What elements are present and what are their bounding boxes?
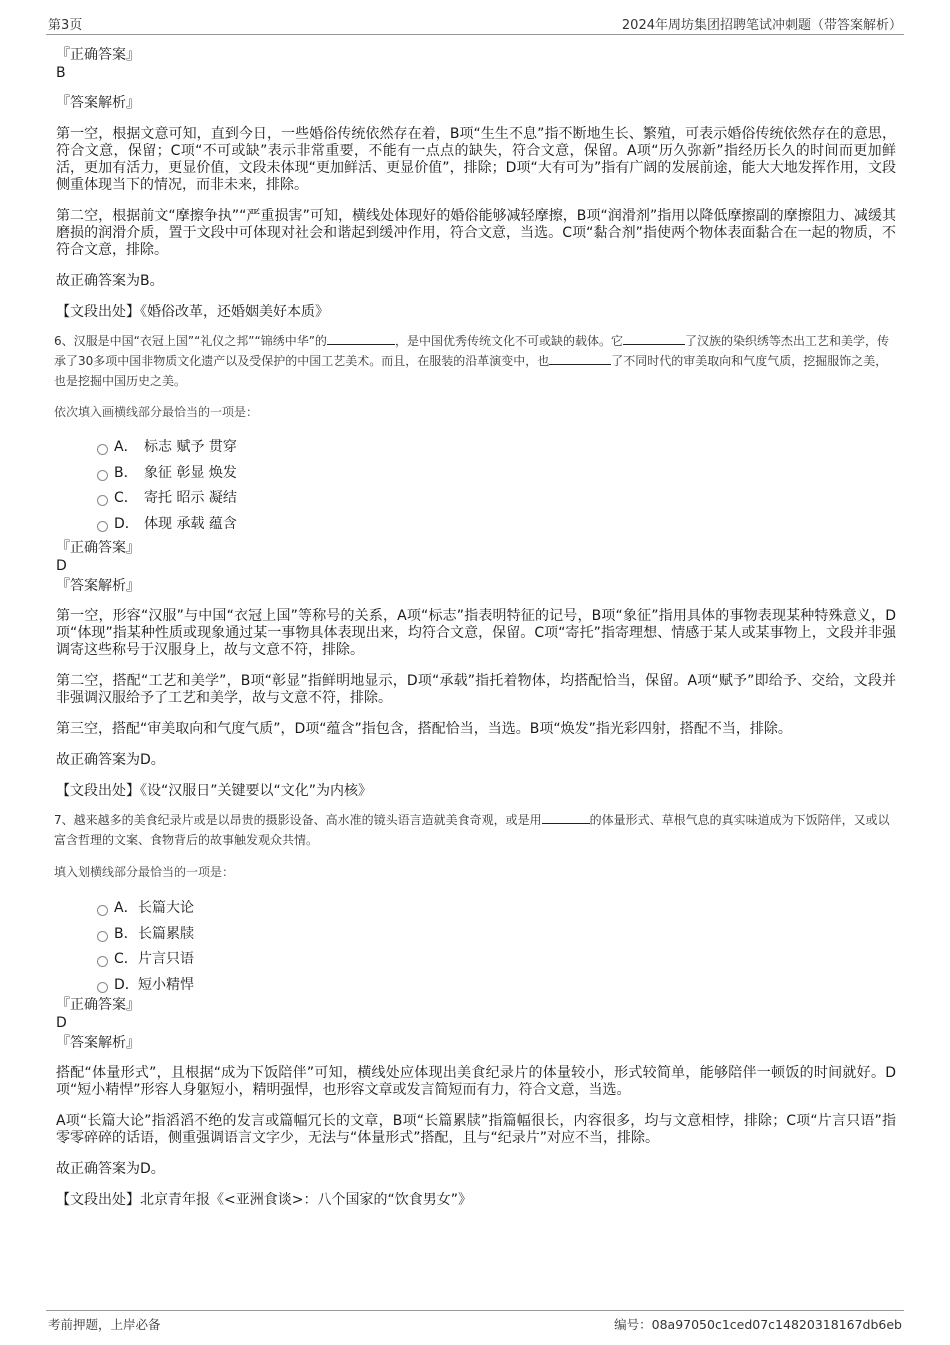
source-citation: 【文段出处】《婚俗改革，还婚姻美好本质》 [56, 304, 329, 320]
analysis-paragraph: 搭配“体量形式”，且根据“成为下饭陪伴”可知，横线处应体现出美食纪录片的体量较小，形式较简单，能够陪伴一顿饭的时间就好。D项“短小精悍”形容人身躯短小，精明强悍，也形容文章或发言简短而有力，符合文意，当选。 [56, 1065, 896, 1098]
options-list [56, 896, 896, 998]
page-header [46, 12, 904, 35]
analysis-paragraph: 第二空，根据前文“摩擦争执”“严重损害”可知，横线处体现好的婚俗能够减轻摩擦，B项“润滑剂”指用以降低摩擦副的摩擦阻力、减缓其磨损的润滑介质，置于文段中可体现对社会和谐起到缓冲作用，符合文意，当选。C项“黏合剂”指使两个物体表面黏合在一起的物质，不符合文意，排除。 [56, 208, 896, 258]
radio-button[interactable] [97, 956, 108, 967]
analysis-paragraph: A项“长篇大论”指滔滔不绝的发言或篇幅冗长的文章，B项“长篇累牍”指篇幅很长，内容很多，均与文意相悖，排除；C项“片言只语”指零零碎碎的话语，侧重强调语言文字少，无法与“体量形式”搭配，且与“纪录片”对应不当，排除。 [56, 1113, 896, 1146]
analysis-paragraph: 第一空，形容“汉服”与中国“衣冠上国”等称号的关系，A项“标志”指表明特征的记号，B项“象征”指用具体的事物表现某种特殊意义，D项“体现”指某种性质或现象通过某一事物具体表现出来，均符合文意，保留。C项“寄托”指寄理想、情感于某人或某事物上，文段并非强调寄这些称号于汉服身上，故与文意不符，排除。 [56, 608, 896, 658]
option-c[interactable]: C． 寄托 昭示 凝结 [56, 486, 896, 512]
radio-button[interactable] [97, 495, 108, 506]
analysis-paragraph: 第二空，搭配“工艺和美学”，B项“彰显”指鲜明地显示，D项“承载”指托着物体，均搭配恰当，保留。A项“赋予”即给予、交给，文段并非强调汉服给予了工艺和美学，故与文意不符，排除。 [56, 673, 896, 706]
correct-answer: D [56, 558, 67, 574]
question-prompt: 依次填入画横线部分最恰当的一项是： [54, 405, 259, 419]
document-id: 编号：08a97050c1ced07c14820318167db6eb [614, 1317, 902, 1332]
analysis-paragraph: 第一空，根据文意可知，直到今日，一些婚俗传统依然存在着，B项“生生不息”指不断地生长、繁殖，可表示婚俗传统依然存在的意思，符合文意，保留；C项“不可或缺”表示非常重要，不能有一点点的缺失，符合文意，保留。A项“历久弥新”指经历长久的时间而更加鲜活，更加有活力，更显价值，文段未体现“更加鲜活、更显价值”，排除；D项“大有可为”指有广阔的发展前途，能大大地发挥作用，文段侧重体现当下的情况，而非未来，排除。 [56, 126, 896, 193]
analysis-paragraph: 第三空，搭配“审美取向和气度气质”，D项“蕴含”指包含，搭配恰当，当选。B项“焕发”指光彩四射，搭配不当，排除。 [56, 721, 792, 737]
analysis-label: 『答案解析』 [56, 1035, 140, 1051]
analysis-label: 『答案解析』 [56, 578, 140, 594]
correct-answer: B [56, 65, 66, 81]
option-b[interactable]: B． 象征 彰显 焕发 [56, 461, 896, 487]
option-b[interactable]: B．长篇累牍 [56, 922, 896, 948]
question-7-text: 7、越来越多的美食纪录片或是以昂贵的摄影设备、高水准的镜头语言造就美食奇观，或是用 的体量形式、草根气息的真实味道成为下饭陪伴，又或以富含哲理的文案、食物背后的故事触发观众共情。 [54, 813, 890, 847]
source-citation: 【文段出处】《设“汉服日”关键要以“文化”为内核》 [56, 783, 373, 799]
blank-line [327, 332, 395, 345]
analysis-label: 『答案解析』 [56, 95, 140, 111]
page-number: 第3页 [48, 18, 83, 33]
option-c[interactable]: C．片言只语 [56, 947, 896, 973]
option-d[interactable]: D．短小精悍 [56, 973, 896, 999]
radio-button[interactable] [97, 931, 108, 942]
option-a[interactable]: A． 标志 赋予 贯穿 [56, 435, 896, 461]
question-prompt: 填入划横线部分最恰当的一项是： [54, 865, 235, 879]
answer-label: 『正确答案』 [56, 997, 140, 1013]
footer-slogan: 考前押题，上岸必备 [48, 1317, 161, 1332]
radio-button[interactable] [97, 470, 108, 481]
question-6-text: 6、汉服是中国“衣冠上国”“礼仪之邦”“锦绣中华”的 ，是中国优秀传统文化不可或缺的载体。它 了汉族的染织绣等杰出工艺和美学，传承了30多项中国非物质文化遗产以及受保护的中国工艺美术。而且，在服装的沿革演变中，也 了不同时代的审美取向和气度气质，挖掘服饰之美，也是挖掘中国历史之美。 [54, 334, 889, 388]
analysis-conclusion: 故正确答案为D。 [56, 1161, 165, 1177]
radio-button[interactable] [97, 905, 108, 916]
radio-button[interactable] [97, 521, 108, 532]
answer-label: 『正确答案』 [56, 540, 140, 556]
analysis-conclusion: 故正确答案为B。 [56, 273, 164, 289]
page-footer [46, 1310, 904, 1335]
answer-label: 『正确答案』 [56, 47, 140, 63]
option-a[interactable]: A．长篇大论 [56, 896, 896, 922]
source-citation: 【文段出处】北京青年报《<亚洲食谈>：八个国家的“饮食男女”》 [56, 1192, 472, 1208]
option-d[interactable]: D． 体现 承载 蕴含 [56, 512, 896, 538]
radio-button[interactable] [97, 444, 108, 455]
blank-line [549, 352, 611, 365]
blank-line [623, 332, 685, 345]
page-content [56, 46, 896, 1209]
document-title: 2024年周坊集团招聘笔试冲刺题（带答案解析） [621, 18, 902, 33]
radio-button[interactable] [97, 982, 108, 993]
correct-answer: D [56, 1015, 67, 1031]
blank-line [542, 811, 590, 824]
options-list [56, 435, 896, 537]
analysis-conclusion: 故正确答案为D。 [56, 752, 165, 768]
